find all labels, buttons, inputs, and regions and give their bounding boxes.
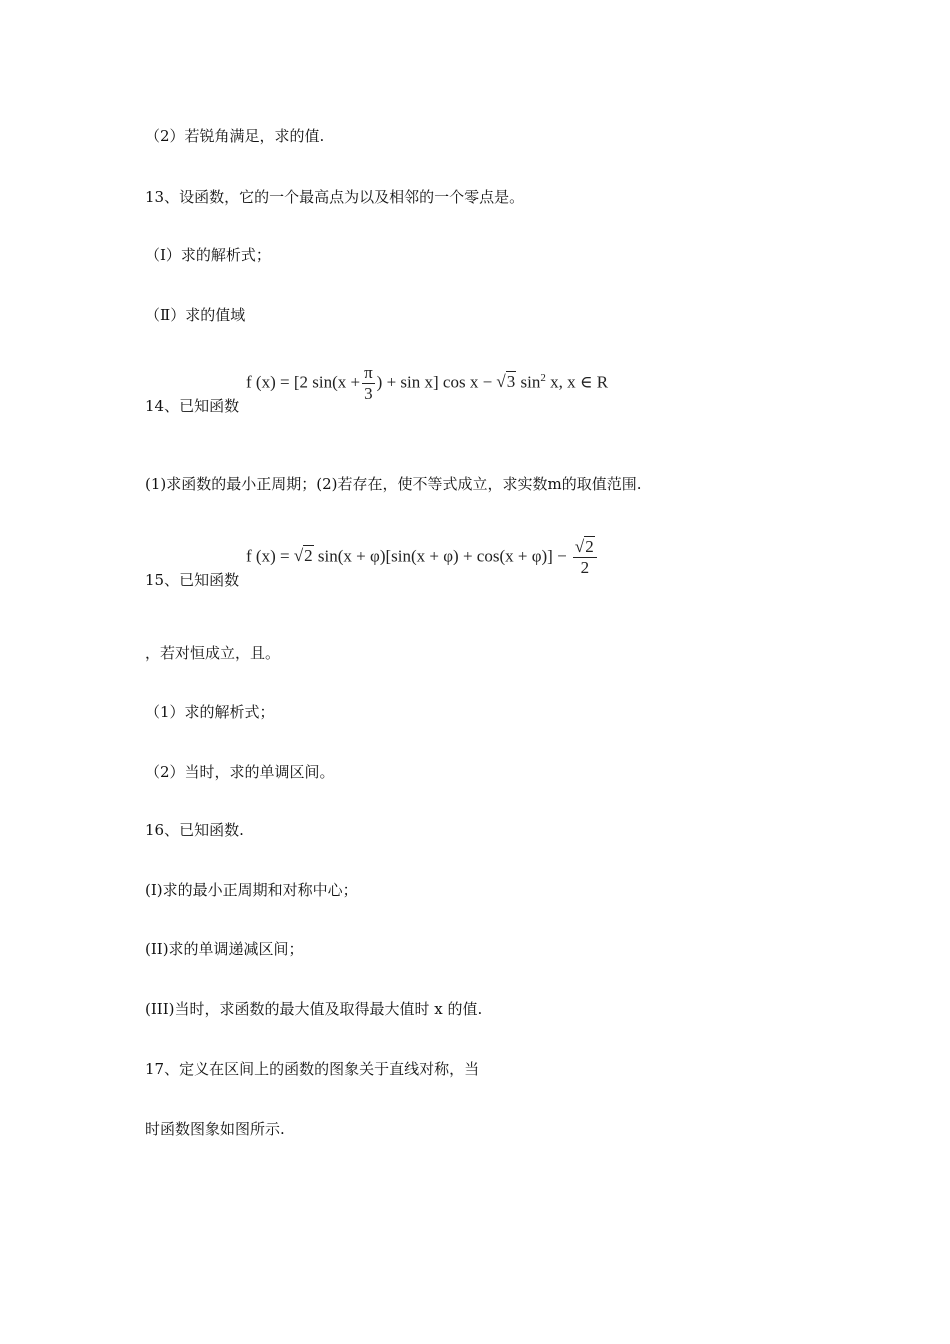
sqrt-radicand: 2: [585, 537, 594, 556]
formula-15-sqrt: [294, 546, 314, 566]
text-line-8: ，若对恒成立，且。: [145, 644, 281, 662]
formula-14-part4: x, x ∈ R: [545, 372, 609, 392]
text-line-14: (III)当时，求函数的最大值及取得最大值时 x 的值.: [145, 1000, 483, 1018]
text-line-2: 13、设函数，它的一个最高点为以及相邻的一个零点是。: [145, 188, 525, 206]
formula-15-part2: sin(x + φ)[sin(x + φ) + cos(x + φ)] −: [313, 546, 571, 566]
text-line-4: （Ⅱ）求的值域: [145, 306, 246, 324]
formula-15-part1: f (x) =: [246, 546, 294, 566]
formula-15-fraction: [573, 537, 597, 578]
text-line-13: (II)求的单调递减区间；: [145, 940, 304, 958]
formula-14: [246, 363, 608, 404]
text-line-10: （2）当时，求的单调区间。: [145, 763, 335, 781]
sqrt-radicand: 2: [304, 546, 313, 566]
formula-14-fraction: [362, 363, 375, 404]
formula-14-sqrt: [496, 372, 516, 392]
text-line-5: 14、已知函数: [145, 397, 240, 415]
text-line-7: 15、已知函数: [145, 571, 240, 589]
formula-14-part1: f (x) = [2 sin(x +: [246, 372, 361, 392]
formula-14-part3: sin: [516, 372, 541, 392]
formula-15-frac-den: 2: [580, 558, 590, 577]
formula-14-frac-num: π: [364, 363, 373, 382]
sqrt-symbol: √: [496, 372, 506, 392]
sqrt-symbol: √: [293, 546, 304, 566]
text-line-6: (1)求函数的最小正周期；(2)若存在，使不等式成立，求实数m的取值范围.: [145, 475, 642, 493]
text-line-11: 16、已知函数.: [145, 821, 244, 839]
formula-14-frac-den: 3: [364, 384, 373, 403]
text-line-15: 17、定义在区间上的函数的图象关于直线对称，当: [145, 1060, 480, 1078]
sqrt-symbol: √: [574, 537, 585, 556]
text-line-12: (I)求的最小正周期和对称中心；: [145, 881, 358, 899]
text-line-9: （1）求的解析式；: [145, 703, 275, 721]
formula-14-part2: ) + sin x] cos x −: [376, 372, 497, 392]
formula-15-frac-num: [573, 537, 597, 558]
text-line-3: （Ⅰ）求的解析式；: [145, 246, 271, 264]
formula-14-exponent: 2: [540, 371, 546, 384]
text-line-1: （2）若锐角满足，求的值.: [145, 127, 325, 145]
formula-15: [246, 537, 599, 578]
text-line-16: 时函数图象如图所示.: [145, 1120, 285, 1138]
sqrt-radicand: 3: [506, 372, 516, 392]
